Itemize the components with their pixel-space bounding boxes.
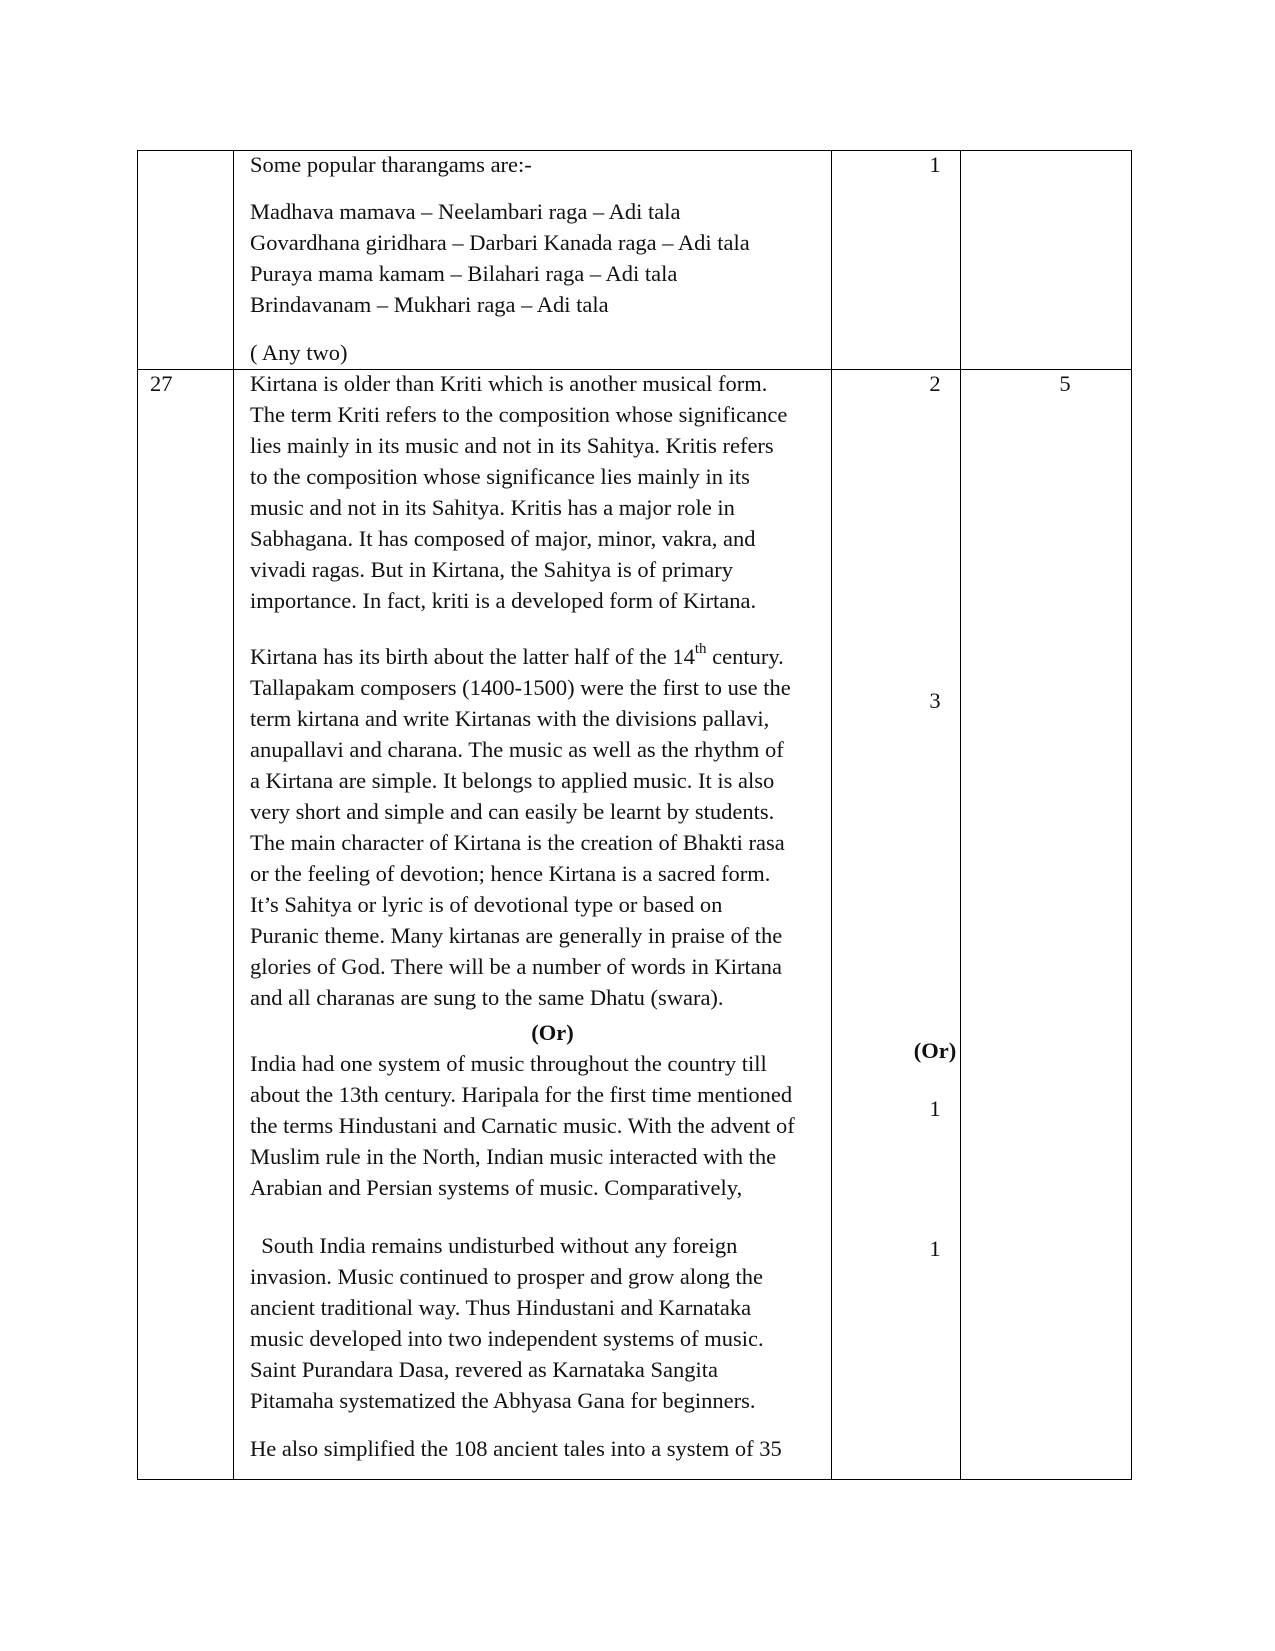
kirtana-paragraph-1	[250, 368, 870, 616]
text-line: very short and simple and can easily be learnt by students.	[250, 799, 775, 824]
text-line: India had one system of music throughout the country till	[250, 1051, 767, 1076]
text-segment: Kirtana has its birth about the latter half of the 14	[250, 644, 695, 669]
text-line: or the feeling of devotion; hence Kirtana is a sacred form.	[250, 861, 771, 886]
list-item: Madhava mamava – Neelambari raga – Adi tala	[250, 199, 681, 224]
text-line: It’s Sahitya or lyric is of devotional type or based on	[250, 892, 723, 917]
text-line: Sabhagana. It has composed of major, minor, vakra, and	[250, 526, 756, 551]
superscript: th	[694, 640, 707, 657]
text-line: vivadi ragas. But in Kirtana, the Sahitya is of primary	[250, 557, 734, 582]
mark-para1: 2	[929, 371, 941, 396]
total-marks: 5	[1059, 371, 1071, 396]
text-line	[250, 641, 870, 672]
any-two-note: ( Any two)	[250, 340, 348, 365]
kirtana-paragraph-2	[250, 641, 870, 1013]
column-divider-3	[960, 151, 961, 1479]
text-line: music developed into two independent systems of music.	[250, 1326, 764, 1351]
tharangam-list	[250, 196, 870, 320]
text-line: glories of God. There will be a number of words in Kirtana	[250, 954, 782, 979]
history-paragraph-1	[250, 1048, 870, 1203]
text-line: The term Kriti refers to the composition whose significance	[250, 402, 788, 427]
list-item: Govardhana giridhara – Darbari Kanada raga – Adi tala	[250, 230, 750, 255]
text-line: Puranic theme. Many kirtanas are generally in praise of the	[250, 923, 783, 948]
text-line: anupallavi and charana. The music as well as the rhythm of	[250, 737, 784, 762]
or-divider-label: (Or)	[531, 1020, 574, 1045]
mark-tharangam: 1	[929, 152, 941, 177]
text-line: lies mainly in its music and not in its Sahitya. Kritis refers	[250, 433, 774, 458]
text-line: South India remains undisturbed without any foreign	[250, 1233, 738, 1258]
text-line: Arabian and Persian systems of music. Comparatively,	[250, 1175, 743, 1200]
text-segment: century.	[706, 644, 784, 669]
text-line: invasion. Music continued to prosper and grow along the	[250, 1264, 764, 1289]
text-line: Saint Purandara Dasa, revered as Karnataka Sangita	[250, 1357, 718, 1382]
list-item: Brindavanam – Mukhari raga – Adi tala	[250, 292, 609, 317]
text-line: importance. In fact, kriti is a developed form of Kirtana.	[250, 588, 757, 613]
mark-para2: 3	[929, 688, 941, 713]
text-line: the terms Hindustani and Carnatic music. With the advent of	[250, 1113, 795, 1138]
question-number: 27	[150, 371, 173, 396]
text-line: to the composition whose significance lies mainly in its	[250, 464, 750, 489]
text-line: Muslim rule in the North, Indian music interacted with the	[250, 1144, 777, 1169]
text-line: The main character of Kirtana is the creation of Bhakti rasa	[250, 830, 785, 855]
text-line: He also simplified the 108 ancient tales into a system of 35	[250, 1436, 782, 1461]
list-item: Puraya mama kamam – Bilahari raga – Adi tala	[250, 261, 678, 286]
mark-para4: 1	[929, 1236, 941, 1261]
text-line: a Kirtana are simple. It belongs to applied music. It is also	[250, 768, 775, 793]
history-paragraph-2	[250, 1230, 870, 1416]
text-line: music and not in its Sahitya. Kritis has a major role in	[250, 495, 735, 520]
column-divider-1	[233, 151, 234, 1479]
text-line: Tallapakam composers (1400-1500) were the first to use the	[250, 675, 791, 700]
text-line: term kirtana and write Kirtanas with the divisions pallavi,	[250, 706, 770, 731]
text-line: and all charanas are sung to the same Dhatu (swara).	[250, 985, 724, 1010]
tharangam-intro: Some popular tharangams are:-	[250, 152, 532, 177]
text-line: Kirtana is older than Kriti which is another musical form.	[250, 371, 768, 396]
history-paragraph-3	[250, 1433, 870, 1464]
mark-or-label: (Or)	[913, 1038, 957, 1063]
text-line: ancient traditional way. Thus Hindustani and Karnataka	[250, 1295, 752, 1320]
text-line: about the 13th century. Haripala for the first time mentioned	[250, 1082, 793, 1107]
text-line: Pitamaha systematized the Abhyasa Gana for beginners.	[250, 1388, 756, 1413]
mark-para3: 1	[929, 1096, 941, 1121]
